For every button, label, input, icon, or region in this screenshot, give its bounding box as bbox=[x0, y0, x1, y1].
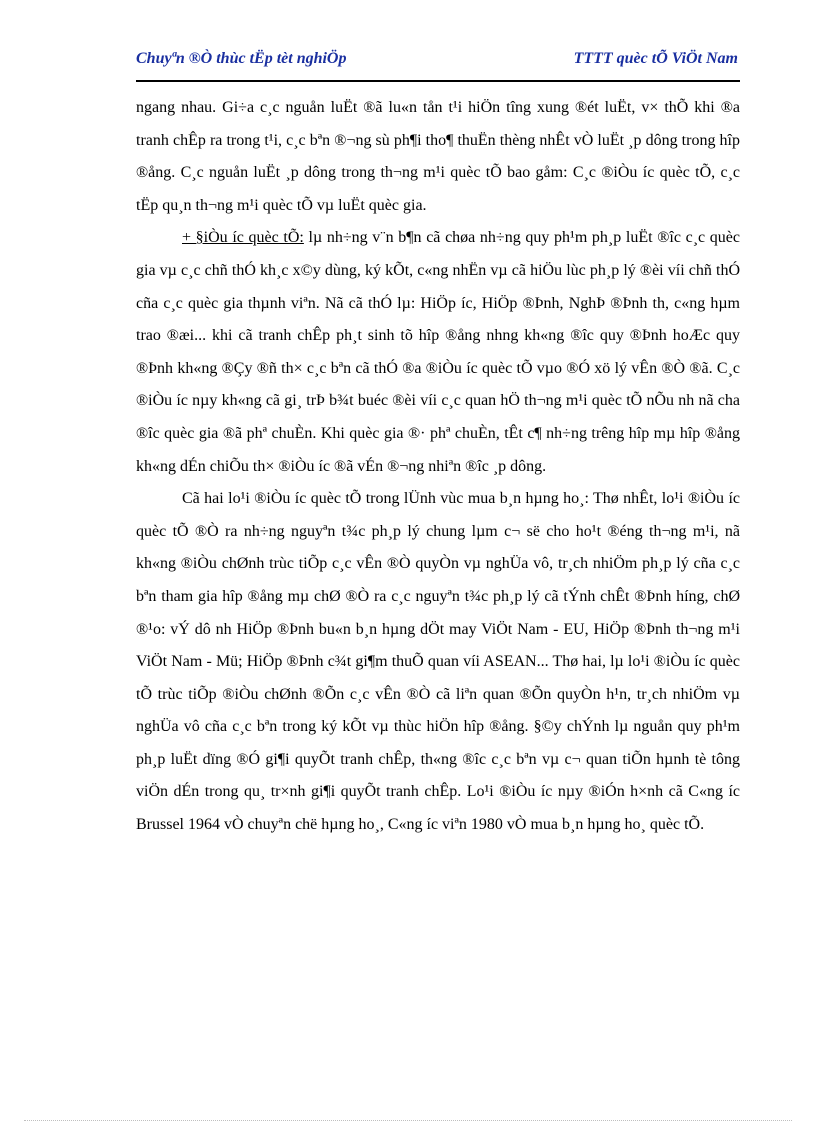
header-divider bbox=[136, 80, 740, 82]
header-document-title: Chuyªn ®Ò thùc tËp tèt nghiÖp bbox=[136, 50, 347, 67]
paragraph-2-heading: + §iÒu íc quèc tÕ: bbox=[182, 229, 304, 247]
paragraph-1: ngang nhau. Gi÷a c¸c nguån luËt ®ã lu«n tån t¹i hiÖn tîng xung ®ét luËt, v× thÕ khi ®a tranh chÊp ra trong t¹i, c¸c bªn ®¬ng sù ph¶i tho¶ thuËn thèng nhÊt vÒ luËt ¸p dông trong hîp ®ång. C¸c nguån luËt ¸p dông trong th¬ng m¹i quèc tÕ bao gåm: C¸c ®iÒu íc quèc tÕ, c¸c tËp qu¸n th¬ng m¹i quèc tÕ vµ luËt quèc gia. bbox=[136, 99, 740, 214]
footer-divider bbox=[24, 1120, 792, 1121]
document-body bbox=[136, 92, 740, 842]
paragraph-2-text: lµ nh÷ng v¨n b¶n cã chøa nh÷ng quy ph¹m ph¸p luËt ®îc c¸c quèc gia vµ c¸c chñ thÓ kh¸c x©y dùng, ký kÕt, c«ng nhËn vµ cã hiÖu lùc ph¸p lý ®èi víi chñ thÓ cña c¸c quèc gia thµnh viªn. Nã cã thÓ lµ: HiÖp íc, HiÖp ®Þnh, NghÞ ®Þnh th, c«ng hµm trao ®æi... khi cã tranh chÊp ph¸t sinh tõ hîp ®ång nhng kh«ng ®îc quy ®Þnh hoÆc quy ®Þnh kh«ng ®Çy ®ñ th× c¸c bªn cã thÓ ®a ®iÒu íc quèc tÕ vµo ®Ó xö lý vÊn ®Ò ®ã. C¸c ®iÒu íc nµy kh«ng cã gi¸ trÞ b¾t buéc ®èi víi c¸c quan hÖ th¬ng m¹i quèc tÕ nÕu nh nã cha ®îc quèc gia ®ã phª chuÈn. Khi quèc gia ®· phª chuÈn, tÊt c¶ nh÷ng trêng hîp mµ hîp ®ång kh«ng dÉn chiÕu th× ®iÒu íc ®ã vÉn ®¬ng nhiªn ®îc ¸p dông. bbox=[136, 229, 741, 475]
paragraph-3: Cã hai lo¹i ®iÒu íc quèc tÕ trong lÜnh vùc mua b¸n hµng ho¸: Thø nhÊt, lo¹i ®iÒu íc quèc tÕ ®Ò ra nh÷ng nguyªn t¾c ph¸p lý chung lµm c¬ së cho ho¹t ®éng th¬ng m¹i, nã kh«ng ®iÒu chØnh trùc tiÕp c¸c vÊn ®Ò quyÒn vµ nghÜa vô, tr¸ch nhiÖm ph¸p lý cña c¸c bªn tham gia hîp ®ång mµ chØ ®Ò ra c¸c nguyªn t¾c ph¸p lý cã tÝnh chÊt ®Þnh híng, chØ ®¹o: vÝ dô nh HiÖp ®Þnh bu«n b¸n hµng dÖt may ViÖt Nam - EU, HiÖp ®Þnh th¬ng m¹i ViÖt Nam - Mü; HiÖp ®Þnh c¾t gi¶m thuÕ quan víi ASEAN... Thø hai, lµ lo¹i ®iÒu íc quèc tÕ trùc tiÕp ®iÒu chØnh ®Õn c¸c vÊn ®Ò cã liªn quan ®Õn quyÒn h¹n, tr¸ch nhiÖm vµ nghÜa vô cña c¸c bªn trong ký kÕt vµ thùc hiÖn hîp ®ång. §©y chÝnh lµ nguån quy ph¹m ph¸p luËt dïng ®Ó gi¶i quyÕt tranh chÊp, th«ng ®îc c¸c bªn vµ c¬ quan tiÕn hµnh tè tông viÖn dÉn trong qu¸ tr×nh gi¶i quyÕt tranh chÊp. Lo¹i ®iÒu íc nµy ®iÓn h×nh cã C«ng íc Brussel 1964 vÒ chuyªn chë hµng ho¸, C«ng íc viªn 1980 vÒ mua b¸n hµng ho¸ quèc tÕ. bbox=[136, 490, 740, 834]
page-header bbox=[136, 46, 740, 82]
paragraph-2 bbox=[136, 222, 740, 483]
header-topic-title: TTTT quèc tÕ ViÖt Nam bbox=[573, 50, 738, 67]
